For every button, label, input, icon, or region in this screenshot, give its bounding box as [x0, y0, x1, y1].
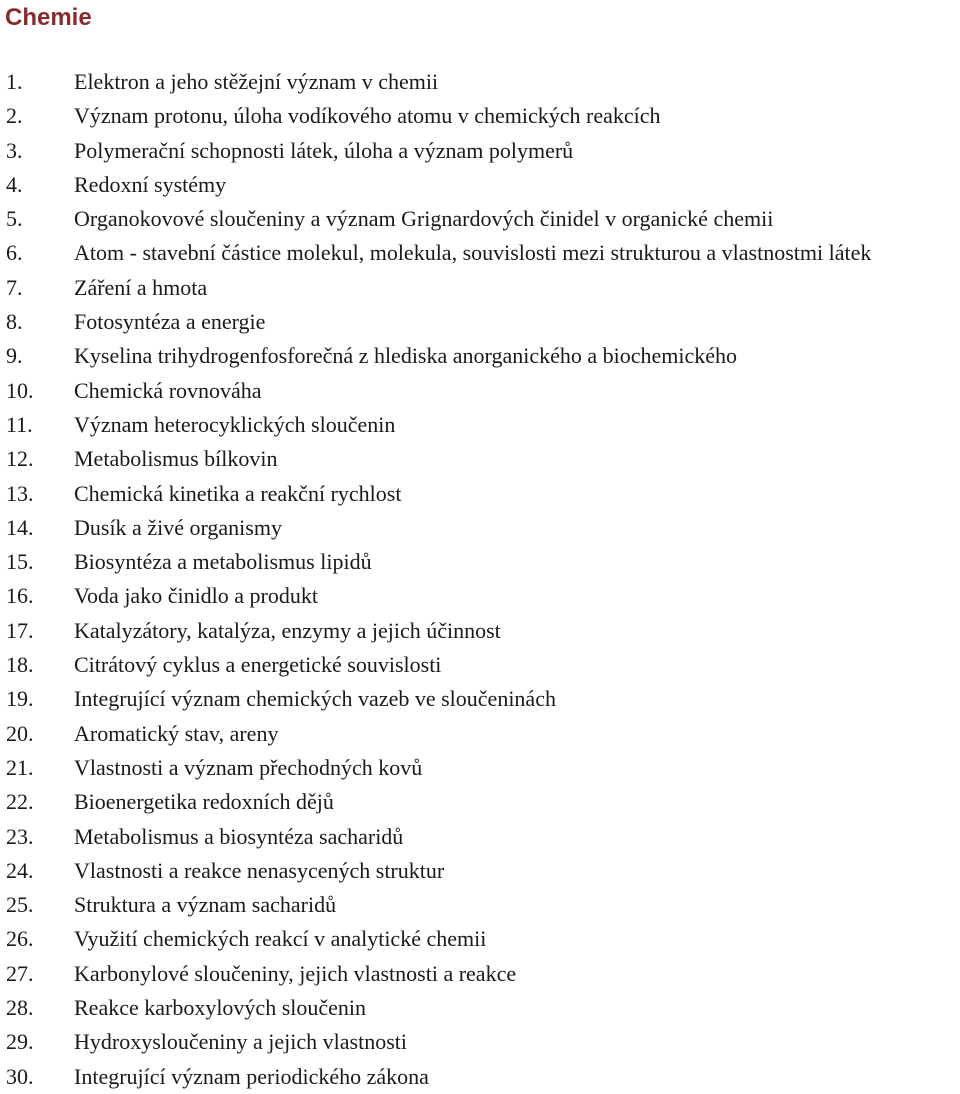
list-item [0, 305, 960, 339]
list-item-text: Integrující význam chemických vazeb ve sloučeninách [74, 686, 556, 712]
list-item-text: Hydroxysloučeniny a jejich vlastnosti [74, 1029, 407, 1055]
list-item [0, 271, 960, 305]
list-item [0, 511, 960, 545]
list-item-text: Biosyntéza a metabolismus lipidů [74, 549, 372, 575]
list-item-text: Význam heterocyklických sloučenin [74, 411, 396, 437]
list-item-number: 27. [6, 960, 34, 986]
list-item-number: 13. [6, 480, 34, 506]
list-item-text: Atom - stavební částice molekul, molekula, souvislosti mezi strukturou a vlastnostmi látek [74, 240, 872, 266]
list-item-number: 24. [6, 857, 34, 883]
list-item-number: 17. [6, 617, 34, 643]
list-item-number: 4. [6, 171, 23, 197]
list-item-text: Aromatický stav, areny [74, 720, 279, 746]
topic-list [0, 65, 960, 1094]
list-item-text: Struktura a význam sacharidů [74, 892, 337, 918]
list-item-number: 14. [6, 514, 34, 540]
list-item-text: Záření a hmota [74, 274, 208, 300]
list-item-text: Vlastnosti a význam přechodných kovů [74, 754, 423, 780]
list-item-number: 16. [6, 583, 34, 609]
list-item-number: 22. [6, 789, 34, 815]
list-item-number: 6. [6, 240, 23, 266]
list-item [0, 408, 960, 442]
list-item [0, 477, 960, 511]
list-item-number: 23. [6, 823, 34, 849]
list-item-number: 10. [6, 377, 34, 403]
list-item-number: 12. [6, 446, 34, 472]
list-item-number: 1. [6, 69, 23, 94]
list-item-number: 28. [6, 995, 34, 1021]
list-item-text: Význam protonu, úloha vodíkového atomu v chemických reakcích [74, 103, 661, 129]
list-item [0, 99, 960, 133]
list-item [0, 339, 960, 373]
list-item-text: Reakce karboxylových sloučenin [74, 995, 367, 1021]
list-item-text: Citrátový cyklus a energetické souvislosti [74, 652, 442, 678]
list-item-number: 11. [6, 411, 33, 437]
list-item-text: Organokovové sloučeniny a význam Grignardových činidel v organické chemii [74, 206, 774, 232]
list-item-number: 29. [6, 1029, 34, 1055]
list-item [0, 579, 960, 613]
list-item [0, 820, 960, 854]
list-item [0, 545, 960, 579]
page-title: Chemie [5, 4, 92, 31]
list-item [0, 168, 960, 202]
list-item-text: Karbonylové sloučeniny, jejich vlastnosti a reakce [74, 960, 517, 986]
list-item [0, 65, 960, 99]
list-item-number: 5. [6, 206, 23, 232]
list-item-number: 7. [6, 274, 23, 300]
list-item-text: Chemická rovnováha [74, 377, 262, 403]
list-item-number: 26. [6, 926, 34, 952]
list-item-number: 9. [6, 343, 23, 369]
list-item-text: Voda jako činidlo a produkt [74, 583, 318, 609]
list-item [0, 888, 960, 922]
list-item-number: 19. [6, 686, 34, 712]
list-item [0, 751, 960, 785]
list-item [0, 614, 960, 648]
list-item-text: Elektron a jeho stěžejní význam v chemii [74, 69, 439, 94]
list-item [0, 202, 960, 236]
list-item-number: 15. [6, 549, 34, 575]
list-item-number: 20. [6, 720, 34, 746]
list-item [0, 442, 960, 476]
list-item-text: Integrující význam periodického zákona [74, 1063, 429, 1089]
list-item-number: 30. [6, 1063, 34, 1089]
list-item [0, 717, 960, 751]
list-item-text: Bioenergetika redoxních dějů [74, 789, 334, 815]
list-item [0, 134, 960, 168]
list-item-text: Metabolismus a biosyntéza sacharidů [74, 823, 404, 849]
list-item-text: Redoxní systémy [74, 171, 227, 197]
list-item [0, 991, 960, 1025]
list-item [0, 957, 960, 991]
list-item [0, 682, 960, 716]
list-item-text: Katalyzátory, katalýza, enzymy a jejich účinnost [74, 617, 501, 643]
list-item-text: Kyselina trihydrogenfosforečná z hlediska anorganického a biochemického [74, 343, 738, 369]
list-item-number: 2. [6, 103, 23, 129]
list-item-text: Využití chemických reakcí v analytické chemii [74, 926, 487, 952]
list-item-text: Fotosyntéza a energie [74, 309, 266, 335]
list-item-text: Polymerační schopnosti látek, úloha a význam polymerů [74, 137, 574, 163]
list-item [0, 236, 960, 270]
list-item [0, 374, 960, 408]
list-item [0, 785, 960, 819]
list-item-number: 21. [6, 754, 34, 780]
list-item-text: Metabolismus bílkovin [74, 446, 278, 472]
list-item-number: 18. [6, 652, 34, 678]
list-item [0, 922, 960, 956]
list-item-number: 25. [6, 892, 34, 918]
list-item-text: Dusík a živé organismy [74, 514, 282, 540]
list-item [0, 1025, 960, 1059]
list-item-text: Chemická kinetika a reakční rychlost [74, 480, 402, 506]
list-item-text: Vlastnosti a reakce nenasycených struktur [74, 857, 445, 883]
list-item-number: 8. [6, 309, 23, 335]
list-item [0, 648, 960, 682]
list-item-number: 3. [6, 137, 23, 163]
list-item [0, 854, 960, 888]
